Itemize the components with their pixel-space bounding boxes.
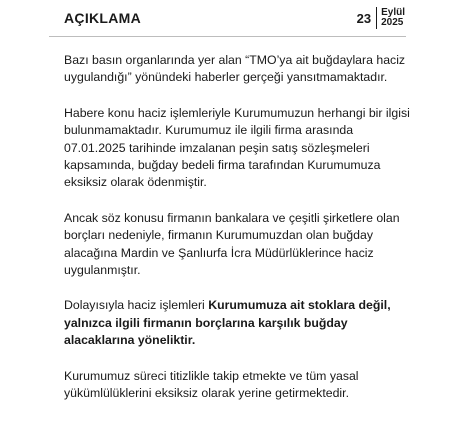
page-title: AÇIKLAMA	[64, 10, 142, 26]
date-divider	[376, 7, 377, 29]
paragraph-text: Dolayısıyla haciz işlemleri	[64, 298, 209, 313]
paragraph-text: Habere konu haciz işlemleriyle Kurumumuzun herhangi bir ilgisi bulunmamaktadır. Kurumumuz ile ilgili firma arasında 07.01.2025 tarihinde imzalanan peşin satış sözleşmeleri kapsamında, buğday bedeli firma tarafından Kurumumuza eksiksiz olarak ödenmiştir.	[64, 105, 410, 190]
date-year: 2025	[381, 17, 404, 28]
paragraph-1	[64, 52, 412, 87]
paragraph-3	[64, 210, 412, 280]
date-month-year	[381, 8, 405, 29]
paragraph-5	[64, 368, 412, 403]
paragraph-4	[64, 297, 412, 349]
paragraph-emphasis: Kurumumuza ait stoklara değil, yalnızca ilgili firmanın borçlarına karşılık buğday alacaklarına yöneliktir.	[64, 298, 391, 348]
paragraph-text: Bazı basın organlarında yer alan “TMO’ya ait buğdaylara haciz uygulandığı” yönündeki haberler gerçeği yansıtmamaktadır.	[64, 53, 406, 85]
paragraph-text: Ancak söz konusu firmanın bankalara ve çeşitli şirketlere olan borçları nedeniyle, firmanın Kurumumuzdan olan buğday alacağına Mardin ve Şanlıurfa İcra Müdürlüklerince haciz uygulanmıştır.	[64, 210, 400, 278]
paragraph-2	[64, 105, 412, 192]
date-day: 23	[356, 10, 372, 26]
paragraph-text: Kurumumuz süreci titizlikle takip etmekte ve tüm yasal yükümlülüklerini eksiksiz olarak yerine getirmektedir.	[64, 368, 359, 401]
date-block	[357, 7, 405, 29]
statement-body	[64, 52, 412, 421]
header-divider	[49, 36, 406, 37]
date-month: Eylül	[381, 6, 405, 18]
